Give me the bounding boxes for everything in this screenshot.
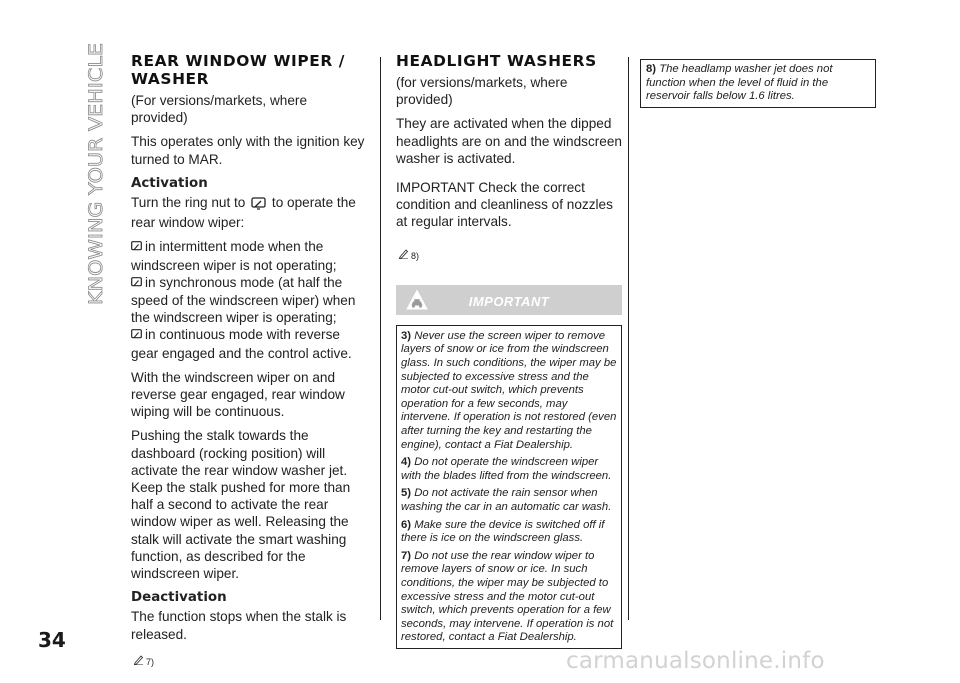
reverse-gear-paragraph: With the windscreen wiper on and reverse gear engaged, rear window wiping will be continuous.: [131, 369, 345, 420]
mode-item: [131, 239, 337, 272]
warning-text: Do not operate the windscreen wiper with the blades lifted from the windscreen.: [401, 456, 612, 482]
important-warnings-box: [396, 325, 622, 649]
reference-7: [133, 653, 366, 671]
watermark: carmanualsonline.info: [566, 648, 825, 674]
activation-text-start: Turn the ring nut to: [131, 195, 246, 211]
warning-text: Never use the screen wiper to remove layers of snow or ice from the windscreen glass. In such conditions, the wiper may be subjected to excessive stress and the motor cut-out switch, which prevents operation for a few seconds, may intervene. If operation is not restored (even after turning the key and restarting the engine), contact a Fiat Dealership.: [401, 329, 617, 451]
warning-item: [401, 456, 617, 483]
reference-8-number: 8): [411, 250, 420, 261]
headlight-washers-availability: (for versions/markets, where provided): [396, 75, 568, 108]
activation-text-end: to operate the rear window wiper:: [131, 195, 356, 231]
warning-text: Do not use the rear window wiper to remove layers of snow or ice. In such conditions, the wiper may be subjected to excessive stress and the motor cut-out switch, which prevents operation for a few seconds, may intervene. If operation is not restored, contact a Fiat Dealership.: [401, 549, 614, 644]
section-side-tab-graphic: [80, 40, 110, 310]
headlight-washers-section: [396, 52, 622, 649]
rear-wiper-mode-icon: [131, 275, 142, 292]
warning-item: [401, 330, 617, 452]
mode-item: [131, 275, 355, 325]
warning-item: [401, 487, 617, 514]
important-header: [396, 285, 622, 315]
headlight-washers-title: HEADLIGHT WASHERS: [396, 52, 597, 70]
section-side-tab-label: KNOWING YOUR VEHICLE: [85, 64, 107, 305]
warning-number: 4): [401, 456, 412, 469]
warning-item: [401, 519, 617, 546]
warning-number: 7): [401, 549, 412, 562]
rear-wiper-availability: (For versions/markets, where provided): [131, 93, 308, 126]
mode-synchronous-text: in synchronous mode (at half the speed of the windscreen wiper) when the windscreen wiper is operating;: [131, 274, 356, 326]
mode-item: [131, 327, 352, 360]
deactivation-heading: Deactivation: [131, 590, 227, 606]
warning-number: 6): [401, 518, 412, 531]
pen-reference-icon: [133, 653, 144, 671]
activation-text: [131, 194, 366, 231]
rear-wiper-title: REAR WINDOW WIPER / WASHER: [131, 52, 345, 88]
column-divider: [628, 57, 629, 620]
headlight-washers-para1: They are activated when the dipped headlights are on and the windscreen washer is activated.: [396, 116, 622, 166]
warning-text: Do not activate the rain sensor when washing the car in an automatic car wash.: [401, 487, 612, 513]
pen-reference-icon: [398, 247, 409, 265]
warning-number: 8): [646, 63, 657, 75]
mode-intermittent-text: in intermittent mode when the windscreen wiper is not operating;: [131, 239, 337, 273]
activation-heading: Activation: [131, 175, 208, 191]
deactivation-text: The function stops when the stalk is released.: [131, 609, 347, 642]
headlamp-warning-section: [640, 59, 876, 108]
headlamp-warning-box: [640, 59, 876, 108]
activation-modes-list: [131, 238, 366, 361]
important-label: IMPORTANT: [468, 293, 550, 309]
rear-wiper-mode-icon: [131, 327, 142, 344]
section-side-tab: [80, 40, 110, 310]
rear-wiper-intro: This operates only with the ignition key turned to MAR.: [131, 134, 365, 167]
reference-8: [398, 247, 622, 265]
mode-continuous-text: in continuous mode with reverse gear engaged and the control active.: [131, 327, 352, 361]
rear-wiper-symbol-icon: [251, 197, 266, 214]
page-number: 34: [38, 628, 66, 652]
reference-7-number: 7): [146, 656, 155, 667]
rear-window-wiper-section: [131, 52, 366, 671]
warning-number: 3): [401, 329, 412, 342]
warning-number: 5): [401, 487, 412, 500]
warning-text: The headlamp washer jet does not function when the level of fluid in the reservoir falls below 1.6 litres.: [646, 63, 833, 103]
warning-item: [401, 550, 617, 645]
headlight-washers-para2: IMPORTANT Check the correct condition and cleanliness of nozzles at regular intervals.: [396, 180, 613, 230]
column-divider: [380, 57, 381, 620]
warning-text: Make sure the device is switched off if there is ice on the windscreen glass.: [401, 518, 605, 545]
rear-wiper-mode-icon: [131, 239, 142, 256]
washer-paragraph: Pushing the stalk towards the dashboard (rocking position) will activate the rear window washer jet. Keep the stalk pushed for more than half a second to activate the rear window wiper as well. Releasing the stalk will activate the smart washing function, as described for the windscreen wiper.: [131, 428, 351, 582]
